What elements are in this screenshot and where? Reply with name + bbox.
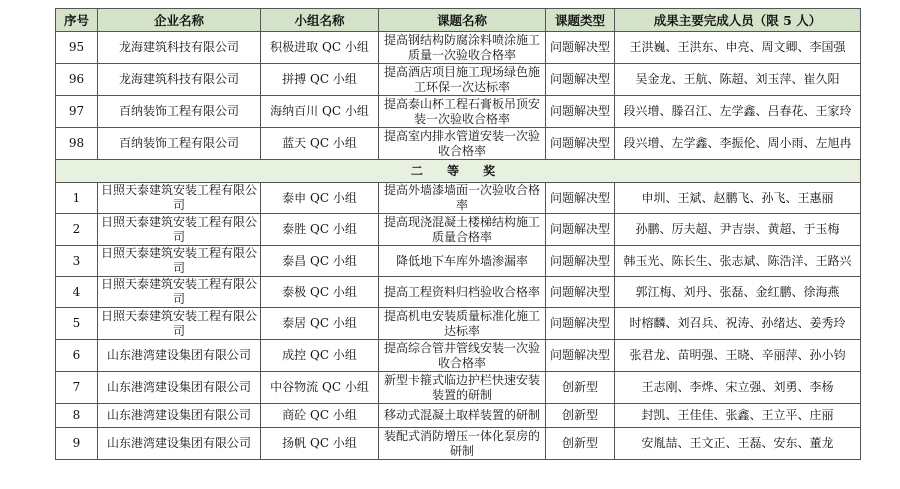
cell-no: 96 (56, 64, 98, 96)
table-row (56, 246, 861, 277)
cell-members: 孙鹏、厉夫超、尹吉崇、黄超、于玉梅 (615, 214, 861, 246)
cell-type: 问题解决型 (546, 64, 615, 96)
cell-members: 王志刚、李烨、宋立强、刘勇、李杨 (615, 372, 861, 404)
cell-type: 问题解决型 (546, 246, 615, 277)
cell-topic: 提高外墙漆墙面一次验收合格率 (379, 183, 546, 214)
cell-topic: 提高现浇混凝土楼梯结构施工质量合格率 (379, 214, 546, 246)
section-label: 二 等 奖 (56, 160, 861, 183)
cell-company: 百纳装饰工程有限公司 (98, 96, 261, 128)
cell-no: 9 (56, 428, 98, 460)
cell-company: 山东港湾建设集团有限公司 (98, 404, 261, 428)
cell-type: 问题解决型 (546, 308, 615, 340)
cell-group: 商砼 QC 小组 (261, 404, 379, 428)
cell-no: 95 (56, 32, 98, 64)
cell-type: 问题解决型 (546, 32, 615, 64)
cell-company: 日照天泰建筑安装工程有限公司 (98, 183, 261, 214)
cell-group: 泰申 QC 小组 (261, 183, 379, 214)
cell-no: 2 (56, 214, 98, 246)
cell-company: 日照天泰建筑安装工程有限公司 (98, 246, 261, 277)
cell-company: 山东港湾建设集团有限公司 (98, 372, 261, 404)
header-group: 小组名称 (261, 9, 379, 32)
cell-topic: 提高酒店项目施工现场绿色施工环保一次达标率 (379, 64, 546, 96)
cell-topic: 提高钢结构防腐涂料喷涂施工质量一次验收合格率 (379, 32, 546, 64)
cell-topic: 新型卡箍式临边护栏快速安装装置的研制 (379, 372, 546, 404)
cell-group: 泰极 QC 小组 (261, 277, 379, 308)
cell-group: 海纳百川 QC 小组 (261, 96, 379, 128)
cell-company: 日照天泰建筑安装工程有限公司 (98, 277, 261, 308)
cell-group: 成控 QC 小组 (261, 340, 379, 372)
cell-members: 时榕麟、刘召兵、祝涛、孙绪达、姜秀玲 (615, 308, 861, 340)
header-topic: 课题名称 (379, 9, 546, 32)
cell-type: 问题解决型 (546, 277, 615, 308)
cell-topic: 提高机电安装质量标准化施工达标率 (379, 308, 546, 340)
cell-members: 张君龙、苗明强、王晓、辛丽萍、孙小钧 (615, 340, 861, 372)
cell-no: 7 (56, 372, 98, 404)
table-body (56, 32, 861, 460)
cell-type: 问题解决型 (546, 183, 615, 214)
table-row (56, 183, 861, 214)
cell-topic: 提高室内排水管道安装一次验收合格率 (379, 128, 546, 160)
cell-members: 吴金龙、王航、陈超、刘玉萍、崔久阳 (615, 64, 861, 96)
cell-members: 段兴增、滕召江、左学鑫、吕春花、王家玲 (615, 96, 861, 128)
cell-type: 创新型 (546, 372, 615, 404)
table-row (56, 214, 861, 246)
cell-company: 山东港湾建设集团有限公司 (98, 340, 261, 372)
cell-members: 王洪巍、王洪东、申亮、周文卿、李国强 (615, 32, 861, 64)
cell-group: 蓝天 QC 小组 (261, 128, 379, 160)
cell-topic: 移动式混凝土取样装置的研制 (379, 404, 546, 428)
cell-group: 扬帆 QC 小组 (261, 428, 379, 460)
table-row (56, 64, 861, 96)
header-no: 序号 (56, 9, 98, 32)
table-row (56, 128, 861, 160)
cell-members: 郭江梅、刘丹、张磊、金红鹏、徐海燕 (615, 277, 861, 308)
cell-group: 中谷物流 QC 小组 (261, 372, 379, 404)
header-type: 课题类型 (546, 9, 615, 32)
cell-company: 龙海建筑科技有限公司 (98, 64, 261, 96)
table-row (56, 32, 861, 64)
cell-group: 泰居 QC 小组 (261, 308, 379, 340)
cell-no: 97 (56, 96, 98, 128)
cell-members: 申圳、王斌、赵鹏飞、孙飞、王惠丽 (615, 183, 861, 214)
header-members: 成果主要完成人员（限 5 人） (615, 9, 861, 32)
cell-type: 问题解决型 (546, 96, 615, 128)
awards-table (55, 8, 861, 460)
cell-type: 创新型 (546, 404, 615, 428)
cell-no: 98 (56, 128, 98, 160)
cell-topic: 降低地下车库外墙渗漏率 (379, 246, 546, 277)
table-row (56, 277, 861, 308)
cell-type: 问题解决型 (546, 214, 615, 246)
cell-group: 积极进取 QC 小组 (261, 32, 379, 64)
cell-company: 山东港湾建设集团有限公司 (98, 428, 261, 460)
table-row (56, 428, 861, 460)
cell-members: 封凯、王佳佳、张鑫、王立平、庄丽 (615, 404, 861, 428)
cell-no: 8 (56, 404, 98, 428)
cell-topic: 提高工程资料归档验收合格率 (379, 277, 546, 308)
cell-group: 泰胜 QC 小组 (261, 214, 379, 246)
cell-company: 百纳装饰工程有限公司 (98, 128, 261, 160)
table-row (56, 372, 861, 404)
cell-company: 日照天泰建筑安装工程有限公司 (98, 214, 261, 246)
cell-company: 龙海建筑科技有限公司 (98, 32, 261, 64)
table-row (56, 308, 861, 340)
header-row (56, 9, 861, 32)
cell-members: 安胤喆、王文正、王磊、安东、董龙 (615, 428, 861, 460)
section-row-second-prize (56, 160, 861, 183)
table-row (56, 340, 861, 372)
cell-type: 问题解决型 (546, 128, 615, 160)
cell-no: 4 (56, 277, 98, 308)
cell-company: 日照天泰建筑安装工程有限公司 (98, 308, 261, 340)
cell-group: 拼搏 QC 小组 (261, 64, 379, 96)
cell-no: 6 (56, 340, 98, 372)
cell-topic: 提高泰山杯工程石膏板吊顶安装一次验收合格率 (379, 96, 546, 128)
header-company: 企业名称 (98, 9, 261, 32)
cell-type: 问题解决型 (546, 340, 615, 372)
cell-type: 创新型 (546, 428, 615, 460)
cell-no: 5 (56, 308, 98, 340)
table-row (56, 404, 861, 428)
table-row (56, 96, 861, 128)
cell-no: 1 (56, 183, 98, 214)
cell-members: 韩玉光、陈长生、张志斌、陈浩洋、王路兴 (615, 246, 861, 277)
cell-no: 3 (56, 246, 98, 277)
cell-topic: 装配式消防增压一体化泵房的研制 (379, 428, 546, 460)
cell-members: 段兴增、左学鑫、李振伦、周小雨、左旭冉 (615, 128, 861, 160)
cell-topic: 提高综合管井管线安装一次验收合格率 (379, 340, 546, 372)
cell-group: 泰昌 QC 小组 (261, 246, 379, 277)
